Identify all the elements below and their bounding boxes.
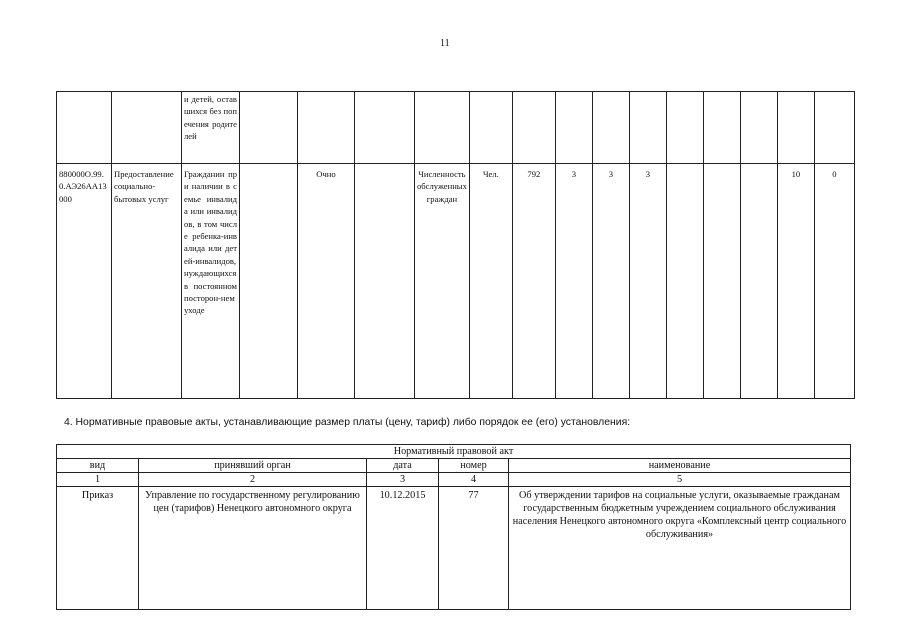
value-year1-cell: 3 [555,164,592,399]
act-number-cell: 77 [439,487,509,610]
service-volume-table [56,91,855,399]
column-header: дата [367,459,439,473]
service-form-cell: Очно [298,164,355,399]
section-heading: 4. Нормативные правовые акты, устанавливающие размер платы (цену, тариф) либо порядок ее (его) установления: [64,417,631,428]
unit-cell: Чел. [469,164,512,399]
table-row [57,164,855,399]
act-type-cell: Приказ [57,487,139,610]
table-row [57,487,851,610]
indicator-name-cell: Численность обслуженных граждан [415,164,470,399]
registry-code-cell: 880000О.99.0.АЭ26АА13000 [57,164,112,399]
table-header-row [57,459,851,473]
consumer-category-cell: и детей, оставшихся без попечения родителей [182,92,240,164]
column-number: 1 [57,473,139,487]
table-row [57,92,855,164]
value-year2-cell: 3 [592,164,629,399]
page-number: 11 [440,38,450,49]
consumer-category-cell: Гражданин при наличии в семье инвалида или инвалидов, в том числе ребенка-инвалида или детей-инвалидов, нуждающихся в постоянном посторон-нем уходе [182,164,240,399]
column-header: номер [439,459,509,473]
deviation-absolute-cell: 0 [814,164,854,399]
column-number-row [57,473,851,487]
table-title-row [57,445,851,459]
column-header: наименование [509,459,851,473]
act-date-cell: 10.12.2015 [367,487,439,610]
value-year3-cell: 3 [629,164,666,399]
column-number: 5 [509,473,851,487]
column-number: 2 [139,473,367,487]
legal-acts-table [56,444,851,610]
issuing-body-cell: Управление по государственному регулированию цен (тарифов) Ненецкого автономного округа [139,487,367,610]
deviation-percent-cell: 10 [777,164,814,399]
column-number: 3 [367,473,439,487]
column-number: 4 [439,473,509,487]
act-title-cell: Об утверждении тарифов на социальные услуги, оказываемые гражданам государственным бюджетным учреждением социального обслуживания населения Ненецкого автономного округа «Комплексный центр социального обслуживания» [509,487,851,610]
column-header: вид [57,459,139,473]
column-header: принявший орган [139,459,367,473]
table-title: Нормативный правовой акт [57,445,851,459]
service-name-cell: Предоставление социально-бытовых услуг [112,164,182,399]
okei-code-cell: 792 [512,164,555,399]
